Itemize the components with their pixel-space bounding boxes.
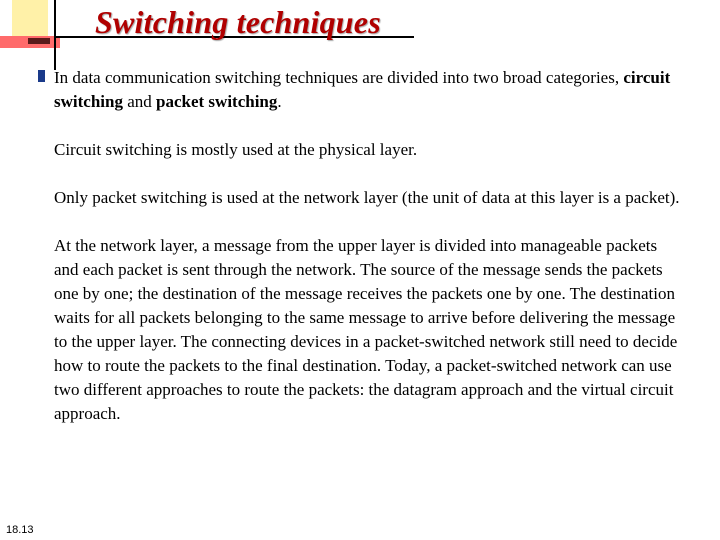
bullet-paragraph bbox=[54, 66, 684, 114]
term-packet-switching: packet switching bbox=[156, 92, 278, 111]
bullet-text-2: and bbox=[122, 92, 157, 111]
paragraph-packet-switching: Only packet switching is used at the network layer (the unit of data at this layer is a packet). bbox=[54, 188, 680, 207]
slide-body bbox=[54, 66, 684, 426]
decorative-yellow-square bbox=[12, 0, 48, 36]
paragraph-circuit-switching: Circuit switching is mostly used at the physical layer. bbox=[54, 140, 418, 159]
decorative-dark-bar bbox=[28, 38, 50, 44]
bullet-icon bbox=[38, 70, 45, 82]
bullet-text-3: . bbox=[277, 92, 282, 111]
slide-number: 18.13 bbox=[6, 524, 34, 536]
slide-title: Switching techniques bbox=[95, 4, 381, 40]
decorative-logo bbox=[0, 0, 90, 70]
bullet-text-1: In data communication switching techniques are divided into two broad categories, bbox=[54, 68, 624, 87]
term-circuit-switching: circuit switching bbox=[54, 68, 671, 111]
paragraph-network-layer: At the network layer, a message from the upper layer is divided into manageable packets and each packet is sent through the network. The source of the message sends the packets one by one; the destination of the message receives the packets one by one. The destination waits for all packets belonging to the same message to arrive before delivering the message to the upper layer. The connecting devices in a packet-switched network still need to decide how to route the packets to the final destination. Today, a packet-switched network can use two different approaches to route the packets: the datagram approach and the virtual circuit approach. bbox=[54, 236, 678, 423]
decorative-vertical-line bbox=[54, 0, 56, 70]
